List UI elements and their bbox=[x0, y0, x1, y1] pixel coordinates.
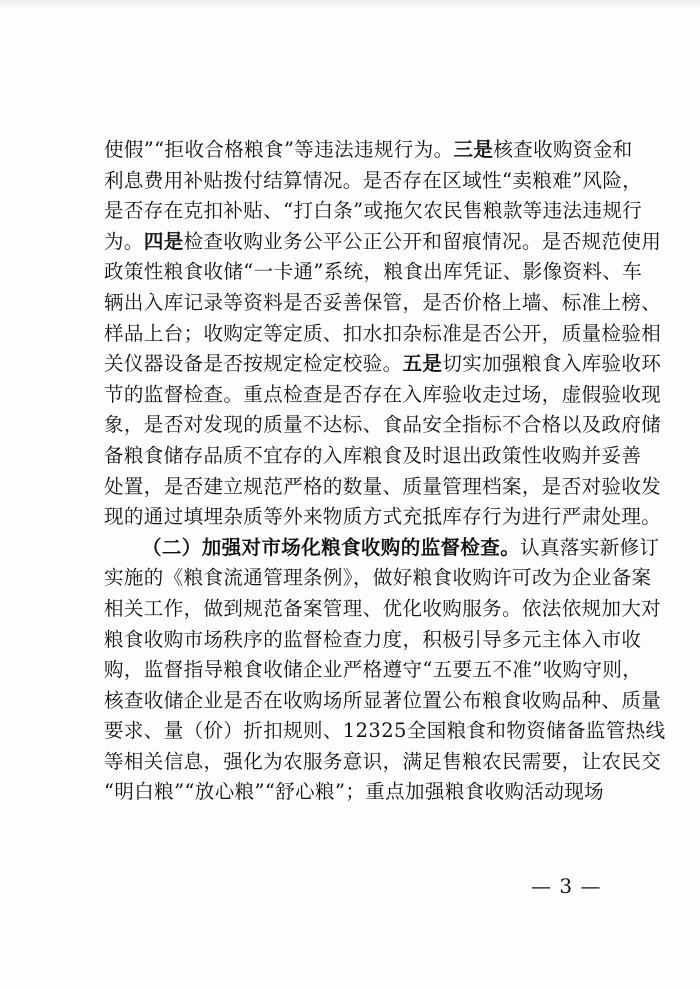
text-line bbox=[104, 563, 652, 594]
text-line bbox=[104, 502, 662, 533]
text-segment: 实施的《粮食流通管理条例》，做好粮食收购许可改为企业备案 bbox=[104, 566, 652, 590]
text-line bbox=[104, 135, 633, 166]
bold-text-segment: 五是 bbox=[402, 352, 443, 376]
bold-text-segment: 四是 bbox=[143, 229, 184, 253]
bold-text-segment: （二）加强对市场化粮食收购的监督检查。 bbox=[142, 535, 521, 559]
text-line bbox=[104, 349, 662, 380]
text-segment: 辆出入库记录等资料是否妥善保管，是否价格上墙、标准上榜、 bbox=[104, 290, 662, 314]
text-line bbox=[104, 227, 662, 258]
text-line bbox=[104, 533, 660, 564]
text-segment: 等相关信息，强化为农服务意识，满足售粮农民需要，让农民交 bbox=[104, 749, 662, 773]
text-segment: 利息费用补贴拨付结算情况。是否存在区域性“卖粮难”风险， bbox=[104, 168, 643, 192]
text-segment: 认真落实新修订 bbox=[520, 535, 660, 559]
text-segment: 使假”“拒收合格粮食”等违法违规行为。 bbox=[104, 138, 454, 161]
text-segment: 粮食收购市场秩序的监督检查力度，积极引导多元主体入市收 bbox=[104, 627, 642, 651]
text-line bbox=[104, 380, 662, 411]
text-segment: 相关工作，做到规范备案管理、优化收购服务。依法依规加大对 bbox=[104, 596, 662, 620]
text-segment: 政策性粮食收储“一卡通”系统，粮食出库凭证、影像资料、车 bbox=[104, 260, 643, 284]
text-line bbox=[104, 594, 662, 625]
text-segment: 核查收购资金和 bbox=[493, 138, 633, 161]
text-line bbox=[104, 747, 662, 778]
text-segment: 核查收储企业是否在收购场所显著位置公布粮食收购品种、质量 bbox=[104, 688, 662, 712]
bold-text-segment: 三是 bbox=[453, 138, 494, 161]
text-segment: 切实加强粮食入库验收环 bbox=[442, 352, 662, 376]
text-line bbox=[104, 472, 662, 503]
text-segment: 是否存在克扣补贴、“打白条”或拖欠农民售粮款等违法违规行 bbox=[104, 199, 643, 223]
scan-edge bbox=[0, 0, 700, 10]
text-line bbox=[104, 655, 643, 686]
text-segment: 购，监督指导粮食收储企业严格遵守“五要五不准”收购守则， bbox=[104, 658, 643, 682]
text-segment: 为。 bbox=[104, 229, 144, 253]
text-line bbox=[104, 777, 604, 808]
text-segment: 处置，是否建立规范严格的数量、质量管理档案，是否对验收发 bbox=[104, 474, 662, 498]
text-line bbox=[104, 686, 662, 717]
text-line bbox=[104, 257, 643, 288]
body-text bbox=[104, 135, 666, 808]
text-segment: 关仪器设备是否按规定检定校验。 bbox=[104, 352, 403, 376]
text-segment: “明白粮”“放心粮”“舒心粮”；重点加强粮食收购活动现场 bbox=[104, 780, 605, 804]
text-line bbox=[104, 410, 662, 441]
text-line bbox=[104, 625, 642, 656]
text-segment: 检查收购业务公平公正公开和留痕情况。是否规范使用 bbox=[183, 229, 662, 253]
text-segment: 样品上台；收购定等定质、扣水扣杂标准是否公开，质量检验相 bbox=[104, 321, 662, 345]
text-line bbox=[104, 716, 666, 747]
text-line bbox=[104, 441, 642, 472]
text-line bbox=[104, 166, 643, 197]
text-segment: 备粮食储存品质不宜存的入库粮食及时退出政策性收购并妥善 bbox=[104, 443, 642, 467]
page-number: — 3 — bbox=[531, 874, 602, 898]
text-line bbox=[104, 288, 662, 319]
text-segment: 节的监督检查。重点检查是否存在入库验收走过场，虚假验收现 bbox=[104, 382, 662, 406]
text-segment: 现的通过填埋杂质等外来物质方式充抵库存行为进行严肃处理。 bbox=[104, 505, 662, 529]
text-segment: 象，是否对发现的质量不达标、食品安全指标不合格以及政府储 bbox=[104, 413, 662, 437]
text-segment: 要求、量（价）折扣规则、12325全国粮食和物资储备监管热线 bbox=[104, 719, 666, 743]
text-line bbox=[104, 196, 643, 227]
text-line bbox=[104, 319, 662, 350]
